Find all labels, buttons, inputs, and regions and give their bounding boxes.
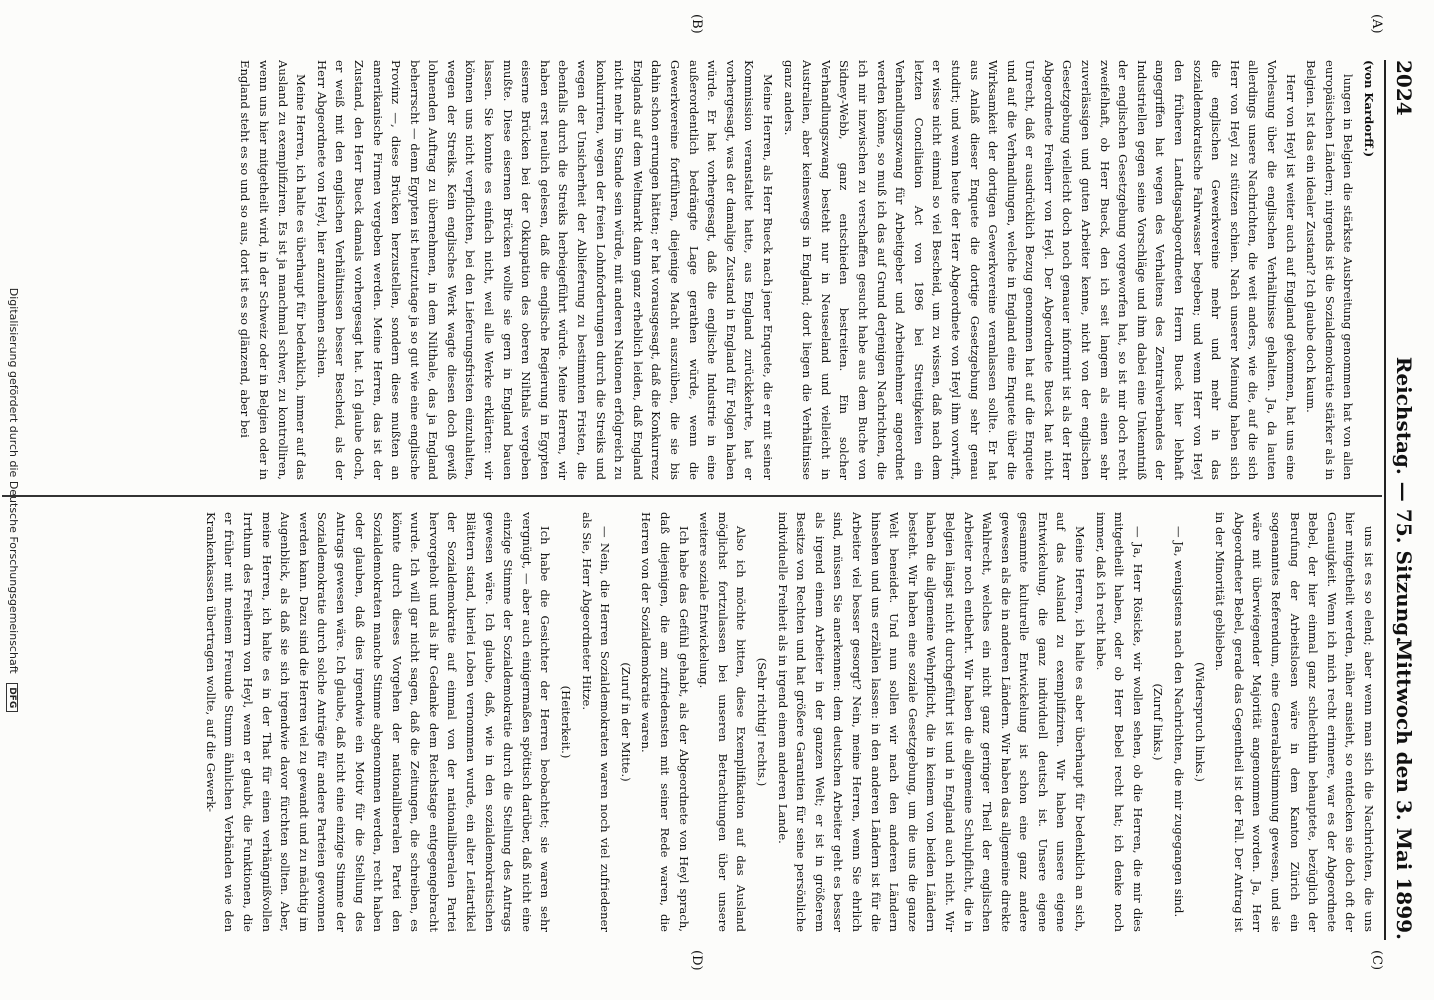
- paragraph: Ich habe die Gesichter der Herren beobachtet; sie waren sehr vergnügt, — aber auch einigermaßen spöttisch darüber, daß nicht eine einzige Stimme der Sozialdemokratie durch die Stellung des Antrags gewesen wäre. Ich glaube, daß, wie in den sozialdemokratischen Blättern stand, hierlei Loben vernommen wurde, ein alter Leitartikel der Sozialdemokratie auf einmal von der nationalliberalen Partei hervorgeholt und als ihr Gedanke dem Reichstage entgegengebracht wurde. Ich will gar nicht sagen, daß die Zeitungen, die schreiben, es könnte durch dieses Vorgehen der nationalliberalen Partei den Sozialdemokraten manche Stimme abgenommen werden, recht haben oder glauben, daß dies irgendwie ein Motiv für die Stellung des Antrags gewesen wäre. Ich glaube, daß nicht eine einzige Stimme der Sozialdemokratie durch solche Anträge für andere Parteien gewonnen werden kann. Dazu sind die Herren viel zu gewandt und zu mächtig im Augenblick, als daß sie sich irgendwie davor fürchten sollten. Aber, meine Herren, ich halte es in der That für einen verhängnißvollen Irrthum des Freiherrn von Heyl, wenn er glaubt, die Funktionen, die er früher mit meinem Freunde Stumm ähnlichen Verbänden wie den Krankenkassen übertragen wollte, auf die Gewerk-: [203, 512, 553, 932]
- session-title: Reichstag. — 75. Sitzung.: [1392, 356, 1416, 644]
- left-column: [234, 60, 1378, 480]
- margin-marker-d: (D): [689, 950, 704, 971]
- interjection: (Zuruf in der Mitte.): [618, 662, 633, 782]
- paragraph: Also ich möchte bitten, diese Exemplifikation auf das Ausland möglichst fortzulassen bei unseren Betrachtungen über unsere weitere soziale Entwickelung.: [697, 512, 749, 932]
- footer-text: Digitalisierung gefördert durch die Deutsche Forschungsgemeinschaft: [7, 287, 20, 674]
- paragraph: Meine Herren, ich halte es überhaupt für bedenklich, immer auf das Ausland zu exemplifiziren. Es ist ja manchmal schwer, zu kontrolliren, wenn uns hier mitgetheilt wird, in der Schweiz oder in Belgien oder in England steht es so und so aus, dort ist es so glänzend, aber bei: [238, 60, 309, 480]
- paragraph: Meine Herren, ich halte es aber überhaupt für bedenklich an sich, auf das Ausland zu exemplifiziren. Wir haben unsere eigene Entwickelung, die ganz individuell deutsch ist. Unsere eigene gesammte kulturelle Entwickelung ist schon eine ganz andere gewesen als die in anderen Ländern. Wir haben das allgemeine direkte Wahlrecht, welches ein nicht ganz geringer Theil der englischen Arbeiter noch entbehrt. Wir haben die allgemeine Schulpflicht, die in Belgien längst nicht durchgeführt ist und in England auch nicht. Wir haben die allgemeine Wehrpflicht, die in keinem von beiden Ländern besteht. Wir haben eine soziale Gesetzgebung, um die uns die ganze Welt beneidet. Und nun sollen wir nach den anderen Ländern hinsehen und uns erzählen lassen: in den anderen Ländern ist für die Arbeiter viel besser gesorgt? Nein, meine Herren, wenn Sie ehrlich sind, müssen Sie anerkennen: dem deutschen Arbeiter geht es besser als irgend einem Arbeiter in der ganzen Welt; er ist in größerem Besitze von Rechten und hat größere Garantien für seine persönliche individuelle Freiheit als in irgend einem anderen Lande.: [775, 512, 1088, 932]
- speaker-label: (von Kardorff.): [1362, 60, 1376, 158]
- paragraph: — Nein, die Herren Sozialdemokraten waren noch viel zufriedener als Sie, Herr Abgeordneter Hitze.: [579, 512, 613, 932]
- paragraph: lungen in Belgien die stärkste Ausbreitung genommen hat von allen europäischen Ländern; nirgends ist die Sozialdemokratie stärker als in Belgien. Ist das ein idealer Zustand? Ich glaube doch kaum.: [1304, 60, 1356, 480]
- paragraph: Herr von Heyl ist weiter auch auf England gekommen, hat uns eine Vorlesung über die englischen Verhältnisse gehalten. Ja, da lauten allerdings unsere Nachrichten, die weit anders, wie die, auf die sich Herr von Heyl zu stützen schien. Nach unserer Meinung haben sich die englischen Gewerkvereine mehr und mehr in das sozialdemokratische Fahrwasser begeben; und wenn Herr von Heyl den früheren Landtagsabgeordneten Herrn Bueck hier lebhaft angegriffen hat wegen des Verhaltens des Zentralverbandes der Industriellen gegen seine Vorschläge und ihm dabei eine Unkenntniß der englischen Gesetzgebung vorgeworfen hat, so ist mir doch recht zweifelhaft, ob Herr Bueck, den ich seit langem als einen sehr zuverlässigen und guten Arbeiter kenne, nicht von der englischen Gesetzgebung vielleicht doch noch genauer informirt ist als der Herr Abgeordnete Freiherr von Heyl. Der Abgeordnete Bueck hat nicht Unrecht, daß er ausdrücklich Bezug genommen hat auf die Enquete und auf die Verhandlungen, welche in England eine Enquete über die Wirksamkeit der dortigen Gewerkvereine veranlassen sollte. Er hat aus Anlaß dieser Enquete die dortige Gesetzgebung sehr genau studirt; und wenn heute der Herr Abgeordnete von Heyl ihm vorwirft, er wisse nicht einmal so viel Bescheid, um zu wissen, daß nach dem letzten Conciliation Act von 1896 bei Streitigkeiten ein Verhandlungszwang für Arbeitgeber und Arbeitnehmer angeordnet werden könne, so muß ich das auf Grund derjenigen Nachrichten, die ich mir inzwischen zu verschaffen gesucht habe aus dem Buche von Sidney-Webb, ganz entschieden bestreiten. Ein solcher Verhandlungszwang besteht nur in Neuseeland und vielleicht in Australien, aber keineswegs in England; dort liegen die Verhältnisse ganz anders.: [781, 60, 1298, 480]
- interjection: (Zuruf links.): [1151, 683, 1166, 761]
- session-date: Mittwoch den 3. Mai 1899.: [1392, 639, 1416, 940]
- paragraph: Ich habe das Gefühl gehabt, als der Abgeordnete von Heyl sprach, daß diejenigen, die am zufriedensten mit seiner Rede waren, die Herren von der Sozialdemokratie waren.: [639, 512, 691, 932]
- margin-marker-c: (C): [1369, 950, 1384, 971]
- interjection: (Widerspruch links.): [1192, 662, 1207, 782]
- paragraph: uns ist es so elend; aber wenn man sich die Nachrichten, die uns hier mitgetheilt werden, näher ansieht, so entdecken sie doch oft der Genauigkeit. Wenn ich mich recht erinnere, war es der Abgeordnete Bebel, der hier einmal ganz schlechthin behauptete, bezüglich der Berufung der Arbeitslosen wäre in dem Kanton Zürich ein sogenanntes Referendum, eine Generalabstimmung gewesen, und sie wäre mit überwiegender Majorität angenommen worden. Ja, Herr Abgeordneter Bebel, gerade das Gegentheil ist der Fall. Der Antrag ist in der Minorität geblieben.: [1213, 512, 1376, 932]
- page-number: 2024: [1392, 60, 1416, 116]
- page-header: [1384, 60, 1420, 940]
- paragraph: — Ja, wenigstens nach den Nachrichten, die mir zugegangen sind.: [1172, 526, 1187, 918]
- interjection: (Heiterkeit.): [559, 685, 574, 759]
- paragraph: Meine Herren, als Herr Bueck nach jener Enquete, die er mit seiner Kommission veranstaltet hatte, aus England zurückkehrte, hat er vorhergesagt, was der damalige Zustand in England für Folgen haben würde. Er hat vorhergesagt, daß die englische Industrie in eine außerordentlich bedrängte Lage gerathen würde, wenn die Gewerkvereine fortführen, diejenige Macht auszuüben, die sie bis dahin schon errungen hätten; er hat vorausgesagt, daß die Konkurrenz Englands auf dem Weltmarkt dann ganz erheblich leiden, daß England nicht mehr im Stande sein würde, mit anderen Nationen erfolgreich zu konkurriren, wegen der freien Lohnforderungen durch die Streiks und wegen der Unsicherheit der Ablieferung zu bestimmten Fristen, die ebenfalls durch die Streiks herbeigeführt würde. Meine Herren, wir haben erst neulich gelesen, daß die englische Regierung in Egypten eiserne Brücken bei der Okkupation des oberen Nilthals vergeben mußte. Diese eisernen Brücken wollte sie gern in England bauen lassen. Sie konnte es einfach nicht, weil alle Werke erklärten: wir können uns nicht verpflichten, bei den Lieferungsfristen einzuhalten, wegen der Streiks. Kein englisches Werk wagte diesen doch gewiß lohnenden Auftrag zu übernehmen, in dem Nilthale, das ja England beherrscht — denn Egypten ist heutzutage ja so gut wie eine englische Provinz —, diese Brücken herzustellen, sondern diese mußten an amerikanische Firmen vergeben werden. Meine Herren, das ist der Zustand, den Herr Bueck damals vorhergesagt hat. Ich glaube doch, er weiß mit den englischen Verhältnissen besser Bescheid, als der Herr Abgeordnete von Heyl, hier anzunehmen schien.: [314, 60, 775, 480]
- margin-marker-a: (A): [1369, 14, 1384, 34]
- dfg-logo: DFG: [6, 683, 18, 712]
- digitization-footer: [6, 0, 20, 1000]
- column-divider: [2, 495, 1382, 497]
- interjection: (Sehr richtig! rechts.): [755, 657, 769, 787]
- margin-marker-b: (B): [689, 14, 704, 34]
- right-column: [199, 512, 1378, 932]
- paragraph: — Ja, Herr Rösicke, wir wollen sehen, ob die Herren, die mir dies mitgetheilt haben, oder ob Herr Bebel recht hat; ich denke noch immer, daß ich recht habe.: [1093, 512, 1145, 932]
